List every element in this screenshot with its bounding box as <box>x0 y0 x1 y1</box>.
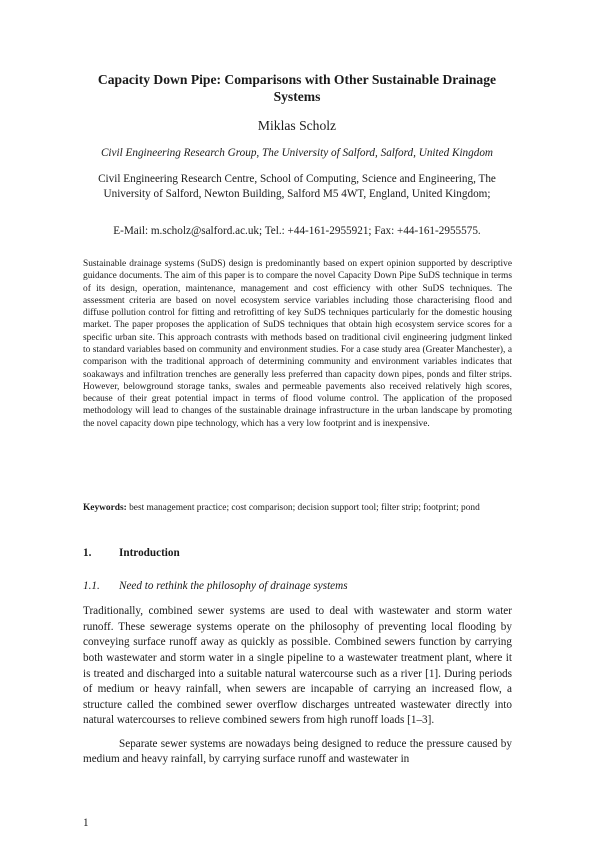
paper-title: Capacity Down Pipe: Comparisons with Other Sustainable Drainage Systems <box>97 72 497 104</box>
keywords <box>83 502 512 514</box>
subsection-heading <box>83 579 512 593</box>
keywords-text: best management practice; cost comparison; decision support tool; filter strip; footprint; pond <box>129 503 480 513</box>
body-paragraph-2: Separate sewer systems are nowadays being designed to reduce the pressure caused by medium and heavy rainfall, by carrying surface runoff and wastewater in <box>83 738 512 766</box>
abstract: Sustainable drainage systems (SuDS) design is predominantly based on expert opinion supported by descriptive guidance documents. The aim of this paper is to compare the novel Capacity Down Pipe SuDS technique in terms of its design, operation, maintenance, management and cost efficiency with other SuDS techniques. The assessment criteria are based on novel ecosystem service variables including those characterising flood and diffuse pollution control for fitting and retrofitting of key SuDS techniques particularly for the domestic housing market. The paper proposes the application of SuDS techniques that obtain high ecosystem service scores for a specific urban site. This approach contrasts with methods based on traditional civil engineering judgment linked to standard variables based on community and environment studies. For a case study area (Greater Manchester), a comparison with the traditional approach of determining community and environment variables indicates that soakaways and infiltration trenches are generally less preferred than capacity down pipes, ponds and filter strips. However, belowground storage tanks, swales and permeable pavements also received relatively high scores, because of their great potential impact in terms of flood volume control. The application of the proposed methodology will lead to changes of the sustainable drainage infrastructure in the urban landscape by promoting the novel capacity down pipe technology, which has a very low footprint and is inexpensive. <box>83 259 512 429</box>
section-heading <box>83 546 512 560</box>
keywords-label: Keywords: <box>83 503 127 513</box>
contact-line: E-Mail: m.scholz@salford.ac.uk; Tel.: +44-161-2955921; Fax: +44-161-2955575. <box>113 225 481 237</box>
section-title: Introduction <box>119 547 180 559</box>
author-name: Miklas Scholz <box>257 118 337 133</box>
subsection-number: 1.1. <box>83 580 100 592</box>
section-number: 1. <box>83 547 92 559</box>
page-number: 1 <box>83 817 89 829</box>
subsection-title: Need to rethink the philosophy of drainage systems <box>119 580 348 592</box>
affiliation-address: Civil Engineering Research Centre, School of Computing, Science and Engineering, The University of Salford, Newton Building, Salford M5 4WT, England, United Kingdom; <box>98 173 496 200</box>
body-paragraph-1: Traditionally, combined sewer systems are used to deal with wastewater and storm water runoff. These sewerage systems operate on the philosophy of preventing local flooding by conveying surface runoff away as quickly as possible. Combined sewers function by carrying both wastewater and storm water in a single pipeline to a wastewater treatment plant, where it is treated and discharged into a suitable natural watercourse such as a river [1]. During periods of medium or heavy rainfall, when sewers are incapable of carrying an increased flow, a structure called the combined sewer overflow discharges untreated wastewater directly into natural watercourses to relieve combined sewers from high runoff loads [1–3]. <box>83 605 512 727</box>
affiliation-group: Civil Engineering Research Group, The University of Salford, Salford, United Kingdom <box>100 147 494 159</box>
